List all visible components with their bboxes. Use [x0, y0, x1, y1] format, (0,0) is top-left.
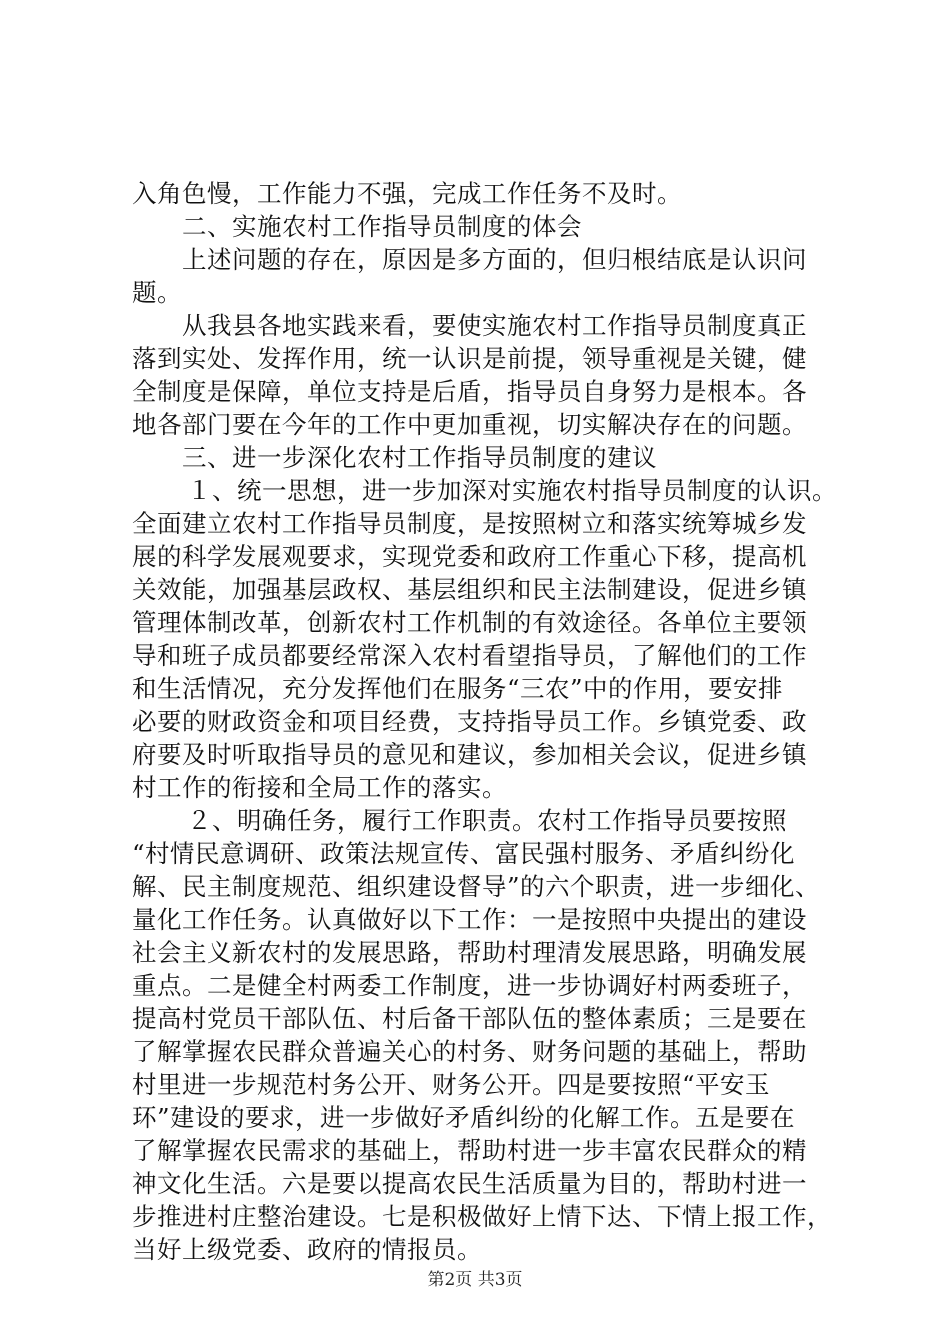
text-line: 全制度是保障，单位支持是后盾，指导员自身努力是根本。各 [132, 377, 807, 406]
text-line: 府要及时听取指导员的意见和建议，参加相关会议，促进乡镇 [132, 740, 807, 769]
section-heading: 三、进一步深化农村工作指导员制度的建议 [182, 443, 657, 472]
text-line: 全面建立农村工作指导员制度，是按照树立和落实统筹城乡发 [132, 509, 807, 538]
text-line: 提高村党员干部队伍、村后备干部队伍的整体素质；三是要在 [132, 1004, 807, 1033]
text-line: 解、民主制度规范、组织建设督导”的六个职责，进一步细化、 [132, 872, 821, 901]
text-line: 村工作的衔接和全局工作的落实。 [132, 773, 507, 802]
text-line: 环”建设的要求，进一步做好矛盾纠纷的化解工作。五是要在 [132, 1103, 796, 1132]
text-line: 了解掌握农民群众普遍关心的村务、财务问题的基础上，帮助 [132, 1037, 807, 1066]
text-line: 村里进一步规范村务公开、财务公开。四是要按照“平安玉 [132, 1070, 771, 1099]
text-line: 从我县各地实践来看，要使实施农村工作指导员制度真正 [182, 311, 807, 340]
text-line: 入角色慢，工作能力不强，完成工作任务不及时。 [132, 179, 682, 208]
text-line: 了解掌握农民需求的基础上，帮助村进一步丰富农民群众的精 [132, 1136, 807, 1165]
text-line: 上述问题的存在，原因是多方面的，但归根结底是认识问 [182, 245, 807, 274]
text-line: 导和班子成员都要经常深入农村看望指导员，了解他们的工作 [132, 641, 807, 670]
text-line: 落到实处、发挥作用，统一认识是前提，领导重视是关键，健 [132, 344, 807, 373]
text-line: 量化工作任务。认真做好以下工作：一是按照中央提出的建设 [132, 905, 807, 934]
text-line: 步推进村庄整治建设。七是积极做好上情下达、下情上报工作， [132, 1202, 832, 1231]
text-line: 展的科学发展观要求，实现党委和政府工作重心下移，提高机 [132, 542, 807, 571]
section-heading: 二、实施农村工作指导员制度的体会 [182, 212, 582, 241]
text-line: 管理体制改革，创新农村工作机制的有效途径。各单位主要领 [132, 608, 807, 637]
text-line: 当好上级党委、政府的情报员。 [132, 1235, 482, 1264]
page-number-footer: 第2页 共3页 [427, 1270, 523, 1290]
text-line: 重点。二是健全村两委工作制度，进一步协调好村两委班子， [132, 971, 807, 1000]
text-line: “村情民意调研、政策法规宣传、富民强村服务、矛盾纠纷化 [132, 839, 796, 868]
text-line: ２、明确任务，履行工作职责。农村工作指导员要按照 [187, 806, 787, 835]
text-line: 和生活情况，充分发挥他们在服务“三农”中的作用，要安排 [132, 674, 784, 703]
text-line: 神文化生活。六是要以提高农民生活质量为目的，帮助村进一 [132, 1169, 807, 1198]
text-line: 关效能，加强基层政权、基层组织和民主法制建设，促进乡镇 [132, 575, 807, 604]
text-line: １、统一思想，进一步加深对实施农村指导员制度的认识。 [187, 476, 837, 505]
text-line: 必要的财政资金和项目经费，支持指导员工作。乡镇党委、政 [132, 707, 807, 736]
text-line: 题。 [132, 278, 182, 307]
text-line: 社会主义新农村的发展思路，帮助村理清发展思路，明确发展 [132, 938, 807, 967]
text-line: 地各部门要在今年的工作中更加重视，切实解决存在的问题。 [132, 410, 807, 439]
